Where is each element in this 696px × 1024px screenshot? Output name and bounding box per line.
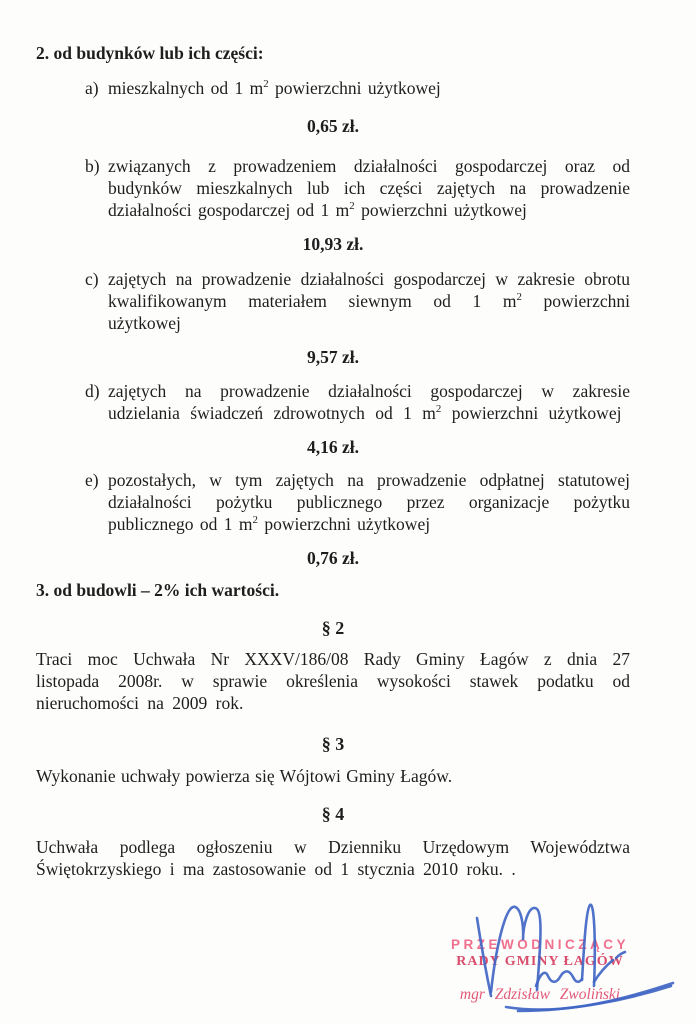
tax-heading-buildings: 2. od budynków lub ich części: <box>36 43 264 63</box>
tax-item-d <box>85 380 630 424</box>
tax-rate-a: 0,65 zł. <box>306 116 359 136</box>
section-text-3: Wykonanie uchwały powierza się Wójtowi Gminy Łagów. <box>36 766 453 786</box>
section-text-4: Uchwała podlega ogłoszeniu w Dzienniku Urzędowym Województwa Świętokrzyskiego i ma zastosowanie od 1 stycznia 2010 roku. . <box>36 837 630 879</box>
tax-item-b-label: b) <box>85 156 100 176</box>
chairman-title: PRZEWODNICZĄCY <box>451 937 629 952</box>
square-meter-superscript: 2 <box>252 514 258 527</box>
tax-heading-structures: 3. od budowli – 2% ich wartości. <box>36 580 280 600</box>
tax-item-a-label: a) <box>85 78 99 98</box>
tax-item-c <box>85 268 630 334</box>
square-meter-superscript: 2 <box>516 291 522 304</box>
tax-item-e-text: pozostałych, w tym zajętych na prowadzenie odpłatnej statutowej działalności pożytku publicznego przez organizacje pożytku publicznego od 1 $m^2$ powierzchni użytkowej <box>108 470 630 534</box>
tax-item-c-label: c) <box>85 269 99 289</box>
tax-item-d-label: d) <box>85 381 100 401</box>
square-meter-superscript: 2 <box>349 200 355 213</box>
square-meter-superscript: 2 <box>435 403 442 416</box>
tax-item-a-text: mieszkalnych od 1 $m^2$ powierzchni użytkowej <box>108 78 441 98</box>
section-mark-2: § 2 <box>321 618 345 638</box>
chairman-stamp <box>440 937 640 1004</box>
signer-name: mgr Zdzisław Zwoliński <box>459 986 621 1003</box>
tax-rate-c: 9,57 zł. <box>306 347 359 367</box>
square-meter-superscript: 2 <box>263 78 269 91</box>
tax-item-b-text: związanych z prowadzeniem działalności gospodarczej oraz od budynków mieszkalnych lub ich części zajętych na prowadzenie działalności gospodarczej od 1 $m^2$ powierzchni użytkowej <box>108 156 630 220</box>
section-mark-4: § 4 <box>321 804 345 824</box>
tax-rate-e: 0,76 zł. <box>306 548 359 568</box>
tax-item-b <box>85 155 630 221</box>
tax-item-c-text: zajętych na prowadzenie działalności gospodarczej w zakresie obrotu kwalifikowanym materiałem siewnym od 1 $m^2$ powierzchni użytkowej <box>108 269 630 333</box>
tax-item-e <box>85 469 630 535</box>
tax-item-a <box>85 77 630 99</box>
section-text-2: Traci moc Uchwała Nr XXXV/186/08 Rady Gminy Łagów z dnia 27 listopada 2008r. w sprawie określenia wysokości stawek podatku od nieruchomości na 2009 rok. <box>36 649 630 713</box>
tax-rate-b: 10,93 zł. <box>302 234 364 254</box>
section-mark-3: § 3 <box>321 734 345 754</box>
tax-item-d-text: zajętych na prowadzenie działalności gospodarczej w zakresie udzielania świadczeń zdrowotnych od 1 $m^2$ powierzchni użytkowej <box>108 381 630 423</box>
tax-rate-d: 4,16 zł. <box>306 437 359 457</box>
council-name: RADY GMINY ŁAGÓW <box>456 954 624 969</box>
tax-item-e-label: e) <box>85 470 99 490</box>
